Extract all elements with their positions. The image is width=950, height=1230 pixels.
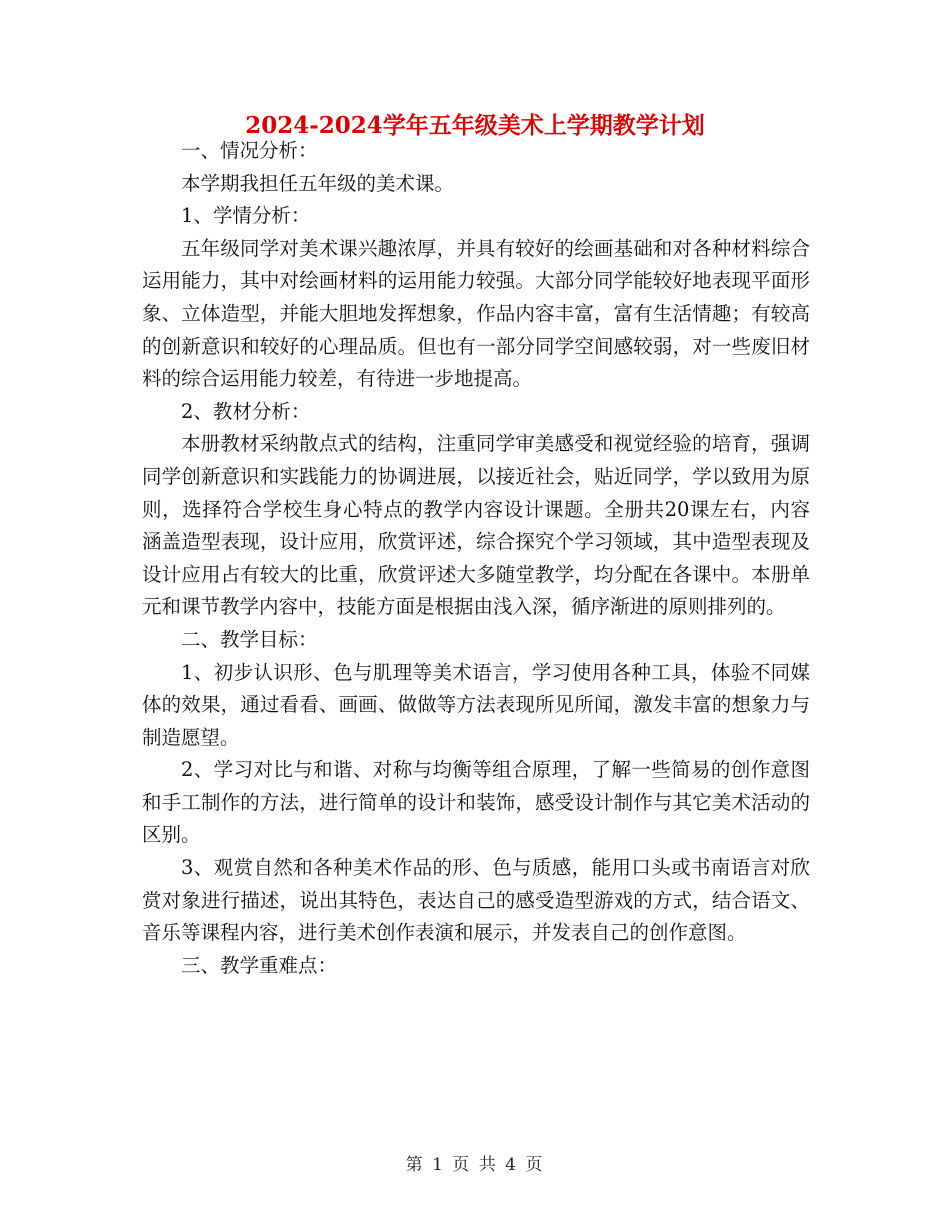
paragraph-student-analysis: 五年级同学对美术课兴趣浓厚，并具有较好的绘画基础和对各种材料综合运用能力，其中对绘画材料的运用能力较强。大部分同学能较好地表现平面形象、立体造型，并能大胆地发挥想象，作品内容丰富，富有生活情趣；有较高的创新意识和较好的心理品质。但也有一部分同学空间感较弱，对一些废旧材料的综合运用能力较差，有待进一步地提高。 xyxy=(142,236,810,391)
paragraph-goal-2: 2、学习对比与和谐、对称与均衡等组合原理，了解一些简易的创作意图和手工制作的方法，进行简单的设计和装饰，感受设计制作与其它美术活动的区别。 xyxy=(142,758,810,847)
subheading-textbook-analysis: 2、教材分析： xyxy=(181,399,311,423)
document-body xyxy=(142,135,810,982)
document-title: 2024-2024学年五年级美术上学期教学计划 xyxy=(245,112,705,139)
section-heading-situation: 一、情况分析： xyxy=(181,139,318,162)
subheading-student-analysis: 1、学情分析： xyxy=(181,204,311,228)
page-footer: 第 1 页 共 4 页 xyxy=(405,1155,545,1175)
paragraph-intro: 本学期我担任五年级的美术课。 xyxy=(181,171,455,195)
section-heading-key-points: 三、教学重难点： xyxy=(181,953,338,977)
paragraph-goal-3: 3、观赏自然和各种美术作品的形、色与质感，能用口头或书南语言对欣赏对象进行描述，说出其特色，表达自己的感受造型游戏的方式，结合语文、音乐等课程内容，进行美术创作表演和展示，并发表自己的创作意图。 xyxy=(142,856,810,945)
section-heading-goals: 二、教学目标： xyxy=(181,627,318,651)
paragraph-goal-1: 1、初步认识形、色与肌理等美术语言，学习使用各种工具，体验不同媒体的效果，通过看看、画画、做做等方法表现所见所闻，激发丰富的想象力与制造愿望。 xyxy=(142,660,810,749)
paragraph-textbook-analysis: 本册教材采纳散点式的结构，注重同学审美感受和视觉经验的培育，强调同学创新意识和实践能力的协调进展，以接近社会，贴近同学，学以致用为原则，选择符合学校生身心特点的教学内容设计课题。全册共20课左右，内容涵盖造型表现，设计应用，欣赏评述，综合探究个学习领域，其中造型表现及设计应用占有较大的比重，欣赏评述大多随堂教学，均分配在各课中。本册单元和课节教学内容中，技能方面是根据由浅入深，循序渐进的原则排列的。 xyxy=(142,432,810,619)
